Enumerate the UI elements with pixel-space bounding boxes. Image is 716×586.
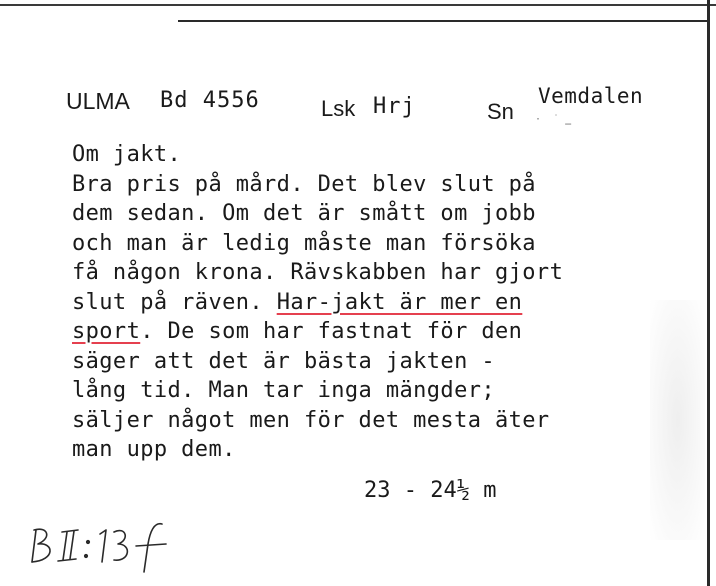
body-line: säljer något men för det mesta äter [72, 407, 550, 433]
sn-value: Vemdalen [538, 84, 644, 108]
body-line: lång tid. Man tar inga mängder; [72, 378, 495, 403]
body-line: säger att det är bästa jakten - [72, 348, 495, 374]
body-line: dem sedan. Om det är smått om jobb [72, 201, 536, 226]
body-line [72, 288, 682, 318]
transcript-body [72, 140, 682, 465]
body-line: och man är ledig måste man försöka [72, 230, 536, 256]
lsk-label: Lsk [321, 96, 356, 121]
body-line: få någon krona. Rävskabben har gjort [72, 260, 564, 285]
body-line: man upp dem. [72, 437, 236, 462]
body-text-plain: . De som har fastnat för den [140, 319, 523, 344]
underlined-phrase: sport [72, 319, 141, 344]
sn-label: Sn [487, 99, 514, 124]
right-border-line [707, 0, 710, 586]
body-line [72, 317, 682, 347]
body-text-plain: slut på räven. [72, 289, 277, 315]
record-number: Bd 4556 [160, 88, 260, 113]
archive-code: ULMA [66, 88, 130, 114]
body-line: Bra pris på mård. Det blev slut på [72, 171, 536, 197]
size-note: 23 - 24½ m [364, 478, 497, 503]
body-line: Om jakt. [72, 142, 182, 167]
ink-specks: · ˙ ‗ [535, 114, 572, 125]
top-border-line [0, 4, 716, 6]
lsk-value: Hrj [373, 94, 416, 119]
header-rule [178, 20, 708, 22]
handwritten-shelfmark-drawing [26, 518, 186, 574]
handwritten-shelfmark [26, 518, 186, 578]
underlined-phrase: Har-jakt är mer en [276, 289, 523, 315]
